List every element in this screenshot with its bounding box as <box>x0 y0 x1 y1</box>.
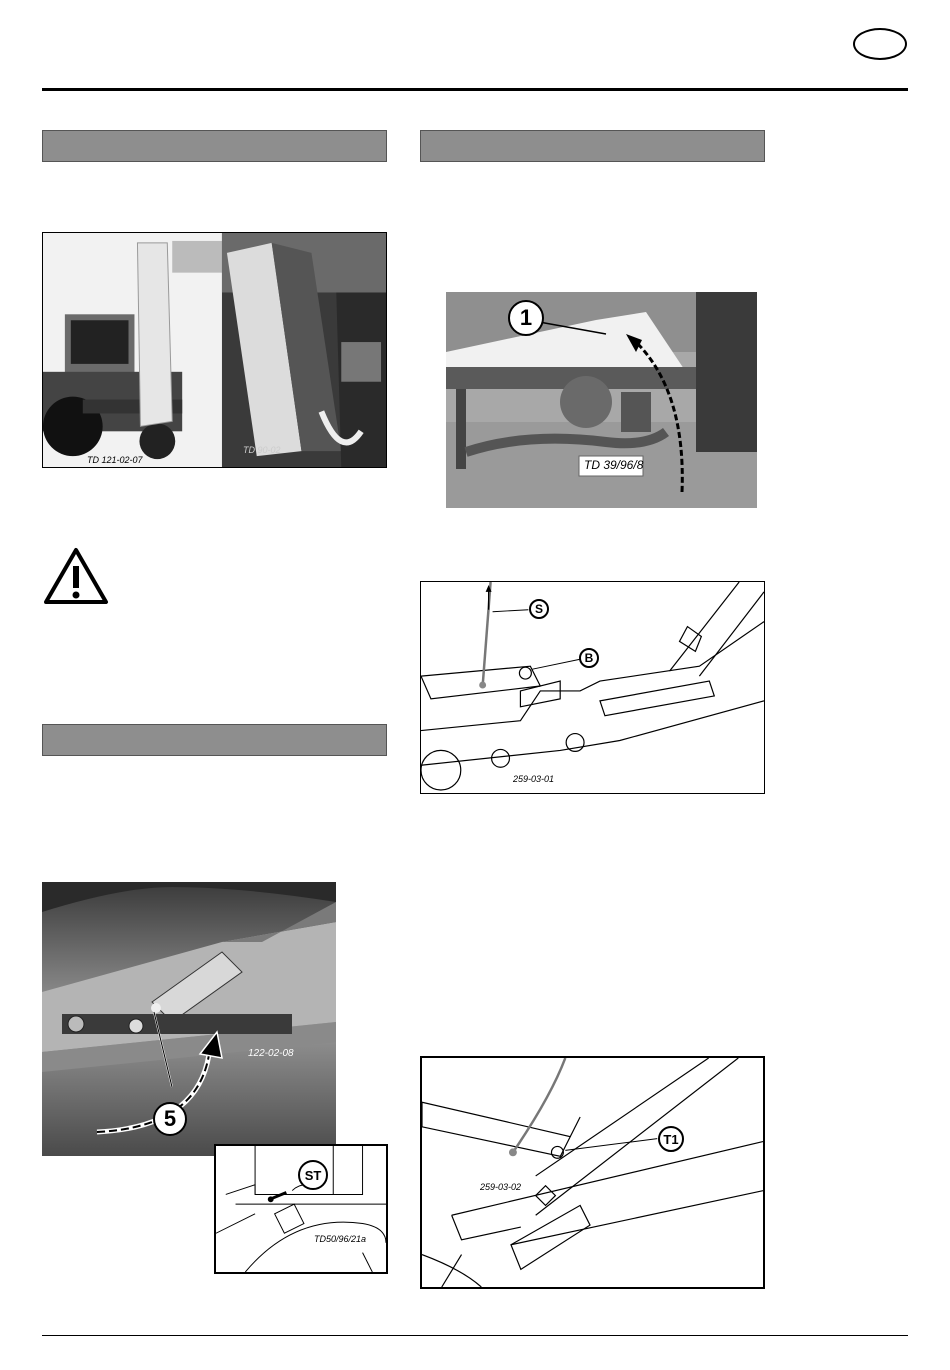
drawing-lift-pin-caption: 259-03-02 <box>480 1182 522 1192</box>
drawing-lift-cable-caption: 259-03-01 <box>513 774 555 784</box>
drawing-inset-st-caption: TD50/96/21a <box>314 1234 367 1244</box>
drawing-lift-pin-art <box>422 1058 763 1287</box>
photo-transport-covers <box>42 232 387 468</box>
photo-swath-board <box>446 292 757 508</box>
callout-s: S <box>529 599 549 619</box>
photo-locking-lever-art <box>42 882 336 1156</box>
drawing-lift-pin <box>420 1056 765 1289</box>
callout-b: B <box>579 648 599 668</box>
callout-t1: T1 <box>658 1126 684 1152</box>
photo-caption-right: TD 90-02 <box>243 445 281 455</box>
language-badge <box>853 28 907 60</box>
header-rule <box>42 88 908 91</box>
warning-triangle-icon <box>42 546 110 606</box>
section-heading-bar-1 <box>42 130 387 162</box>
drawing-inset-st <box>214 1144 388 1274</box>
drawing-lift-cable <box>420 581 765 794</box>
section-heading-bar-3 <box>42 724 387 756</box>
photo-swath-caption: TD 39/96/8 <box>584 458 644 472</box>
callout-1: 1 <box>508 300 544 336</box>
callout-st: ST <box>298 1160 328 1190</box>
footer-rule <box>42 1335 908 1336</box>
drawing-lift-cable-art <box>421 582 764 793</box>
photo-locking-lever <box>42 882 336 1156</box>
photo-swath-board-art <box>446 292 757 508</box>
section-heading-bar-2 <box>420 130 765 162</box>
photo-caption-left: TD 121-02-07 <box>87 455 143 465</box>
callout-5: 5 <box>153 1102 187 1136</box>
photo-transport-covers-art <box>43 233 386 467</box>
photo-lever-caption: 122-02-08 <box>248 1048 294 1059</box>
